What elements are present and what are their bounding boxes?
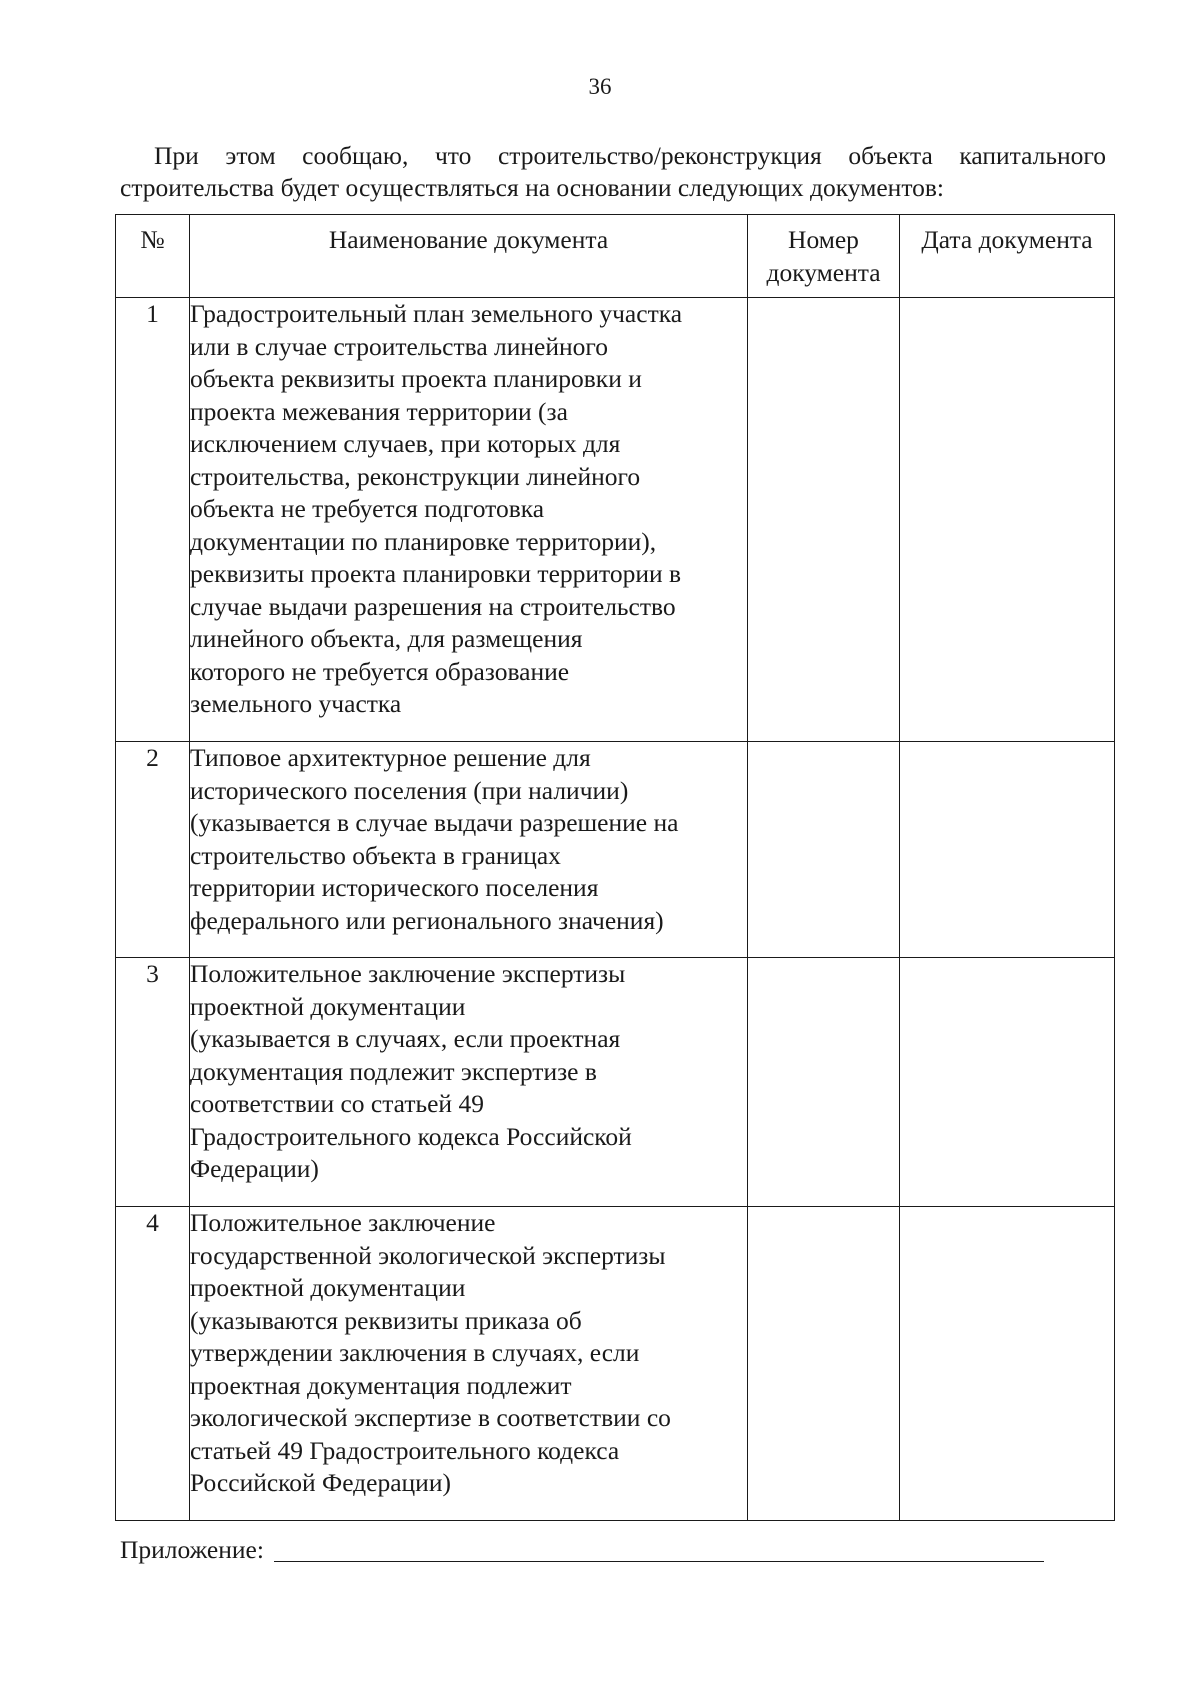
appendix-line bbox=[120, 1534, 1044, 1566]
row-number: 4 bbox=[116, 1207, 190, 1521]
header-number-sign: № bbox=[116, 215, 190, 298]
header-document-number: Номер документа bbox=[748, 215, 900, 298]
row-document-name: Градостроительный план земельного участка или в случае строительства линейного объекта реквизиты проекта планировки и проекта межевания территории (за исключением случаев, при которых для строительства, реконструкции линейного объекта не требуется подготовка документации по планировке территории), реквизиты проекта планировки территории в случае выдачи разрешения на строительство линейного объекта, для размещения которого не требуется образование земельного участка bbox=[190, 298, 748, 742]
row-document-date-cell[interactable] bbox=[900, 1207, 1115, 1521]
appendix-label: Приложение: bbox=[120, 1535, 264, 1564]
row-document-name: Положительное заключение экспертизы проектной документации (указывается в случаях, если проектная документация подлежит экспертизе в соответствии со статьей 49 Градостроительного кодекса Российской Федерации) bbox=[190, 958, 748, 1207]
table-row bbox=[116, 958, 1115, 1207]
table-header-row bbox=[116, 215, 1115, 298]
row-number: 2 bbox=[116, 742, 190, 958]
table-row bbox=[116, 298, 1115, 742]
appendix-blank-field[interactable] bbox=[274, 1535, 1044, 1562]
row-document-number-cell[interactable] bbox=[748, 742, 900, 958]
intro-paragraph bbox=[120, 140, 1106, 204]
table-row bbox=[116, 742, 1115, 958]
intro-line-1: При этом сообщаю, что строительство/реконструкция объекта капитального bbox=[154, 141, 1106, 170]
row-number: 3 bbox=[116, 958, 190, 1207]
documents-table bbox=[115, 214, 1115, 1521]
row-document-date-cell[interactable] bbox=[900, 298, 1115, 742]
header-document-name: Наименование документа bbox=[190, 215, 748, 298]
row-document-name: Типовое архитектурное решение для исторического поселения (при наличии) (указывается в случае выдачи разрешение на строительство объекта в границах территории исторического поселения федерального или регионального значения) bbox=[190, 742, 748, 958]
row-document-date-cell[interactable] bbox=[900, 958, 1115, 1207]
row-document-number-cell[interactable] bbox=[748, 958, 900, 1207]
row-document-number-cell[interactable] bbox=[748, 1207, 900, 1521]
row-document-name: Положительное заключение государственной экологической экспертизы проектной документации (указываются реквизиты приказа об утверждении заключения в случаях, если проектная документация подлежит экологической экспертизе в соответствии со статьей 49 Градостроительного кодекса Российской Федерации) bbox=[190, 1207, 748, 1521]
page-number: 36 bbox=[588, 74, 612, 99]
header-document-date: Дата документа bbox=[900, 215, 1115, 298]
intro-line-2: строительства будет осуществляться на основании следующих документов: bbox=[120, 173, 945, 202]
row-document-number-cell[interactable] bbox=[748, 298, 900, 742]
row-document-date-cell[interactable] bbox=[900, 742, 1115, 958]
row-number: 1 bbox=[116, 298, 190, 742]
table-row bbox=[116, 1207, 1115, 1521]
